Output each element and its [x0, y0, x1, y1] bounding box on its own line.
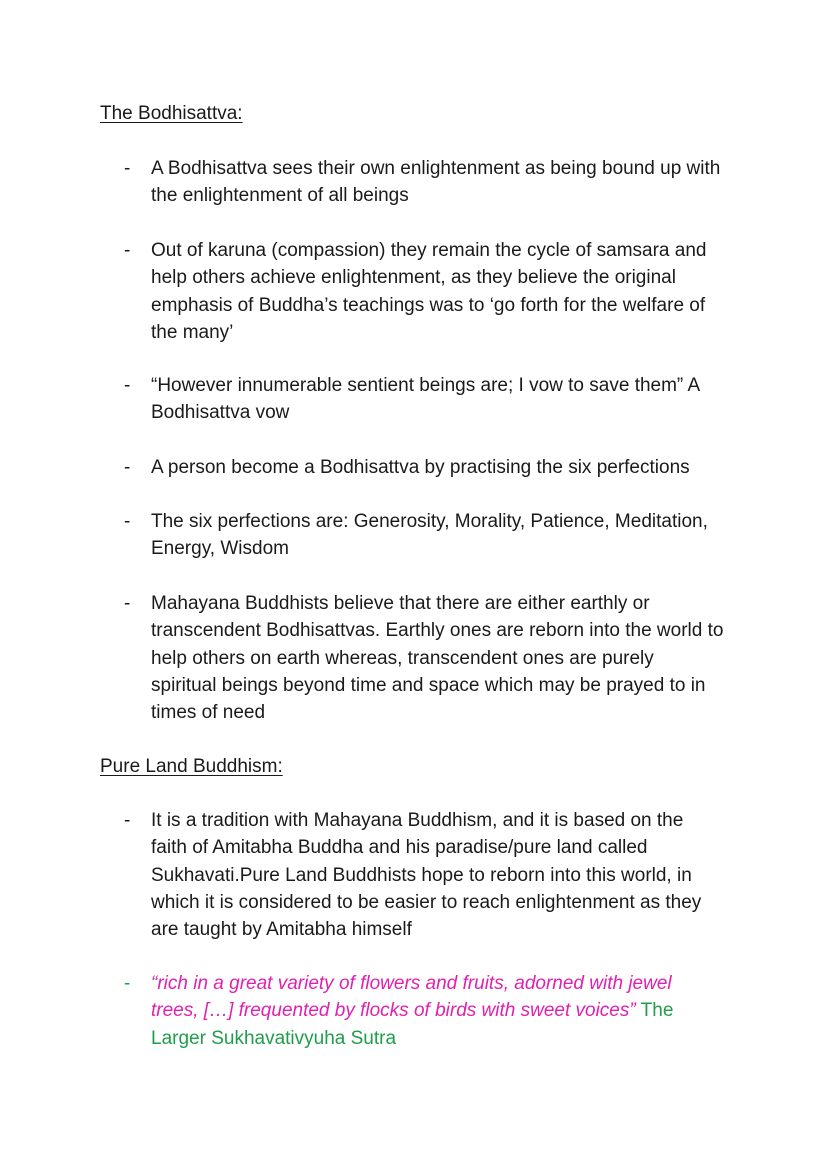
bullet-text: A Bodhisattva sees their own enlightenment as being bound up with the enlightenment of all beings [151, 158, 721, 207]
bullet-dash: - [124, 158, 131, 179]
quote-block [151, 970, 724, 1052]
bullet-dash: - [124, 375, 131, 396]
bullet-dash: - [124, 973, 131, 994]
bodhisattva-bullet-3 [124, 372, 724, 427]
bodhisattva-bullet-6 [124, 590, 724, 726]
bullet-dash: - [124, 593, 131, 614]
bullet-dash: - [124, 511, 131, 532]
bullet-dash: - [124, 810, 131, 831]
sutra-quote: “rich in a great variety of flowers and fruits, adorned with jewel trees, […] frequented by flocks of birds with sweet voices” [151, 973, 672, 1022]
bullet-dash: - [124, 240, 131, 261]
bodhisattva-bullet-1 [124, 155, 724, 210]
bullet-text: The six perfections are: Generosity, Morality, Patience, Meditation, Energy, Wisdom [151, 511, 708, 560]
bodhisattva-bullet-5 [124, 508, 724, 563]
bullet-text: Mahayana Buddhists believe that there are either earthly or transcendent Bodhisattvas. Earthly ones are reborn into the world to help others on earth whereas, transcendent ones are purely spiritual beings beyond time and space which may be prayed to in times of need [151, 593, 724, 724]
pure-land-bullet-1 [124, 807, 724, 943]
bullet-dash: - [124, 457, 131, 478]
bodhisattva-bullet-4 [124, 454, 724, 481]
quote-source: The Larger Sukhavativyuha Sutra [151, 1000, 674, 1049]
bullet-text: A person become a Bodhisattva by practising the six perfections [151, 457, 690, 478]
bullet-text: Out of karuna (compassion) they remain the cycle of samsara and help others achieve enlightenment, as they believe the original emphasis of Buddha’s teachings was to ‘go forth for the welfare of the many’ [151, 240, 707, 343]
pure-land-quote-bullet [124, 970, 724, 1052]
pure-land-heading: Pure Land Buddhism: [100, 756, 283, 777]
bodhisattva-heading: The Bodhisattva: [100, 103, 243, 124]
bullet-text: “However innumerable sentient beings are; I vow to save them” A Bodhisattva vow [151, 375, 700, 424]
bodhisattva-bullet-2 [124, 237, 724, 346]
bullet-text: It is a tradition with Mahayana Buddhism, and it is based on the faith of Amitabha Buddha and his paradise/pure land called Sukhavati.Pure Land Buddhists hope to reborn into this world, in which it is considered to be easier to reach enlightenment as they are taught by Amitabha himself [151, 810, 702, 941]
